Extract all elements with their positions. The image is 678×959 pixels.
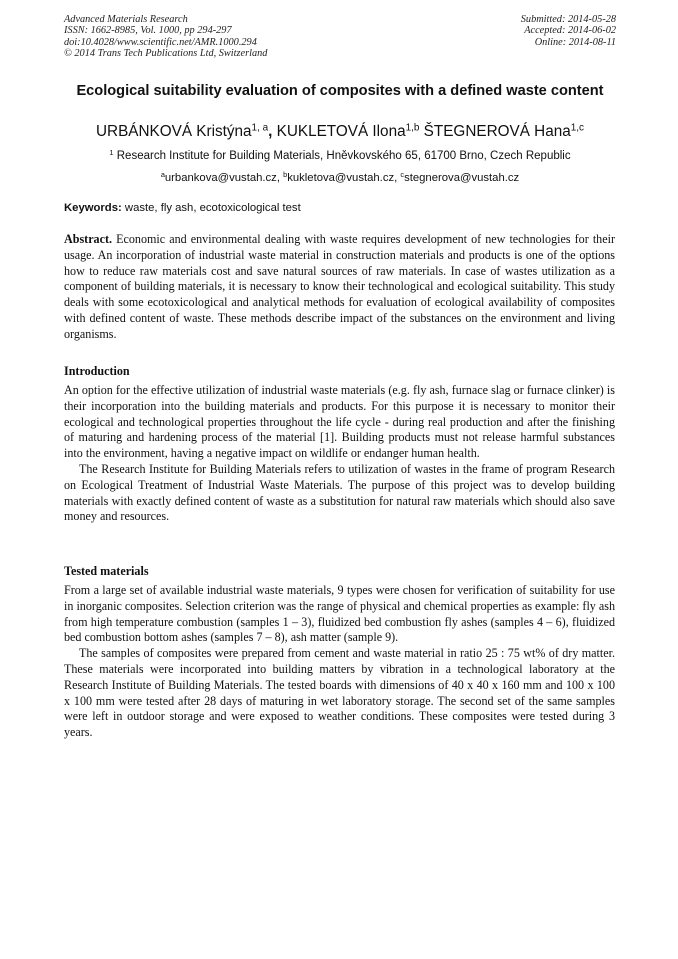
author-sup: 1,c (570, 122, 585, 134)
paper-title: Ecological suitability evaluation of composites with a defined waste content (76, 83, 604, 99)
copyright-line: © 2014 Trans Tech Publications Ltd, Switzerland (64, 47, 268, 59)
submitted-date: Submitted: 2014-05-28 (520, 14, 616, 25)
paragraph: From a large set of available industrial waste materials, 9 types were chosen for verification of suitability for use in inorganic composites. Selection criterion was the range of physical and chemical properties as example: fly ash from high temperature combustion (samples 1 – 3), fluidized bed combustion fly ashes (samples 4 – 6), fluidized bed combustion bottom ashes (samples 7 – 8), ash matter (sample 9). (64, 583, 615, 645)
section-heading-introduction: Introduction (64, 364, 130, 378)
online-date: Online: 2014-08-11 (534, 36, 616, 48)
email-sup: b (283, 169, 288, 179)
issn-line: ISSN: 1662-8985, Vol. 1000, pp 294-297 (64, 25, 232, 37)
journal-name: Advanced Materials Research (64, 14, 188, 25)
email-link[interactable]: stegnerova@vustah.cz (404, 172, 520, 184)
paragraph: The Research Institute for Building Materials refers to utilization of wastes in the frame of program Research on Ecological Treatment of Industrial Waste Materials. The purpose of this project was to develop building materials with exactly defined content of waste as a substitution for natural raw materials which should also save money and resources. (64, 461, 615, 524)
introduction-section (64, 383, 615, 525)
email-link[interactable]: urbankova@vustah.cz, (164, 172, 280, 184)
author-name: ŠTEGNEROVÁ Hana (423, 123, 571, 140)
author-name: URBÁNKOVÁ Kristýna (95, 123, 252, 140)
affiliation-text: Research Institute for Building Materials, Hněvkovského 65, 61700 Brno, Czech Republic (116, 150, 571, 162)
keywords-text: waste, fly ash, ecotoxicological test (124, 202, 301, 214)
abstract-text: Economic and environmental dealing with waste requires development of new technologies for their usage. An incorporation of industrial waste material in construction materials and products is one of the options how to reduce raw materials cost and save natural sources of raw materials. In case of wastes utilization as a component of building materials, it is necessary to know their technological and ecological suitability. This study deals with some ecotoxicological and analytical methods for evaluation of ecological availability of composites with defined content of waste. These methods describe impact of the substances on the environment and living organisms. (64, 232, 615, 341)
author-sup: 1, a (251, 122, 269, 134)
email-sup: c (400, 169, 405, 179)
paragraph: The samples of composites were prepared from cement and waste material in ratio 25 : 75 wt% of dry matter. These materials were incorporated into building matters by vibration in a technological laboratory at the Research Institute of Building Materials. The tested boards with dimensions of 40 x 40 x 160 mm and 100 x 100 x 100 mm were tested after 28 days of maturing in wet laboratory storage. The second set of the same samples were left in outdoor storage and were exposed to weather conditions. These composites were tested during 3 years. (64, 646, 615, 740)
abstract (64, 232, 615, 343)
doi-line: doi:10.4028/www.scientific.net/AMR.1000.294 (64, 36, 257, 48)
affiliation (64, 148, 616, 164)
dates-info (521, 14, 616, 48)
author-list: URBÁNKOVÁ Kristýna$^{1, a}$, KUKLETOVÁ Ilona$^{1,b}$ ŠTEGNEROVÁ Hana$^{1,c}$ (95, 122, 585, 140)
paragraph: An option for the effective utilization of industrial waste materials (e.g. fly ash, furnace slag or furnace clinker) is their incorporation into the building materials and products. For this purpose it is necessary to monitor their ecological and technological properties throughout the life cycle - during real production and after the finishing of maturing and hardening process of the material [1]. Building products must not release harmful substances into the environment, having a negative impact on wildlife or endanger human health. (64, 383, 615, 461)
section-heading-tested-materials: Tested materials (64, 564, 149, 578)
journal-info (64, 14, 267, 59)
email-sup: a (160, 169, 165, 179)
abstract-label: Abstract. (64, 232, 113, 246)
affiliation-sup: 1 (109, 147, 114, 157)
keywords (64, 200, 616, 216)
tested-materials-section (64, 583, 615, 741)
keywords-label: Keywords: (64, 202, 122, 214)
email-link[interactable]: kukletova@vustah.cz, (287, 172, 398, 184)
author-sup: 1,b (405, 122, 420, 134)
author-name: KUKLETOVÁ Ilona (276, 123, 406, 140)
accepted-date: Accepted: 2014-06-02 (524, 25, 616, 37)
email-list (64, 170, 616, 186)
